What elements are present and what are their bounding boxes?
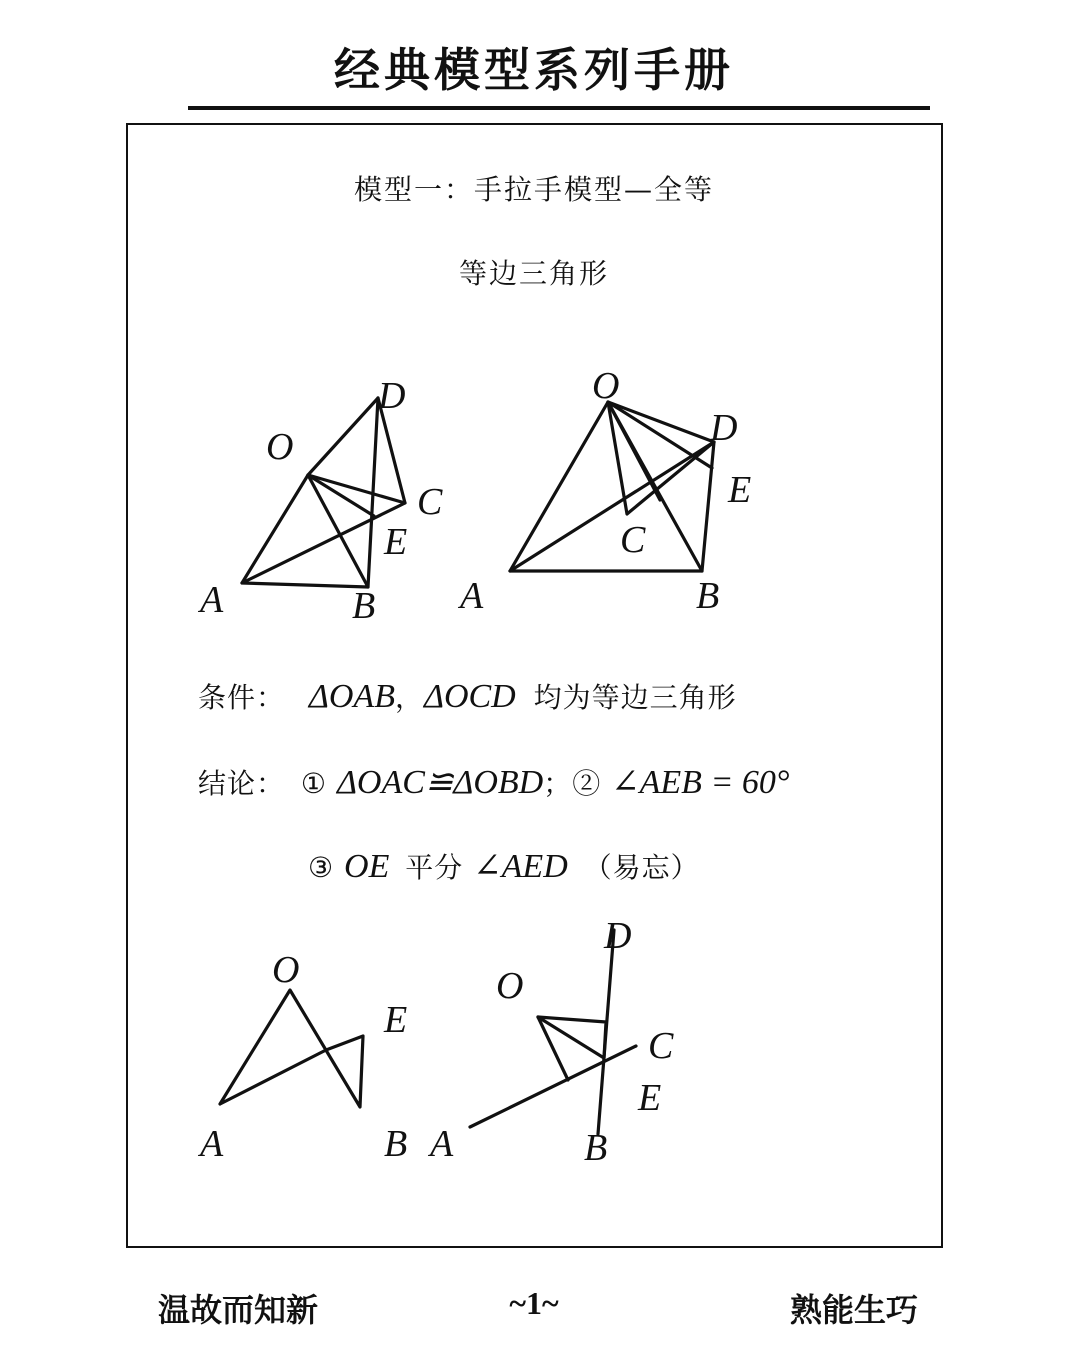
fig1-label-e: E — [384, 521, 408, 563]
fig3-label-e: E — [384, 999, 408, 1041]
fig4-label-e: E — [638, 1077, 662, 1119]
fig4-line-ac — [470, 1046, 636, 1127]
conclusion-3-segment: OE — [344, 848, 390, 885]
conclusion-2-expression: ∠AEB = 60° — [611, 764, 790, 801]
conclusion-3-number: ③ — [308, 851, 335, 884]
model-title: 模型一：手拉手模型—全等 — [353, 173, 714, 206]
fig2-label-c: C — [620, 519, 646, 561]
conclusion-3-angle: ∠AED — [473, 848, 568, 885]
conclusion-3-text: 平分 — [405, 851, 464, 884]
fig2-label-d: D — [710, 407, 738, 449]
condition-label: 条件： — [198, 681, 286, 714]
conclusion-1-number: ① — [300, 767, 328, 800]
condition-triangle-oab: ΔOAB — [308, 678, 395, 715]
footer-right-motto: 熟能生巧 — [789, 1291, 918, 1329]
conclusion-3-note: （易忘） — [583, 851, 700, 884]
conclusion-separator: ； — [543, 767, 573, 800]
fig1-label-a: A — [200, 579, 224, 621]
fig1-label-d: D — [378, 375, 406, 417]
fig1-label-b: B — [352, 585, 376, 627]
book-title: 经典模型系列手册 — [334, 43, 734, 97]
condition-separator: ， — [394, 681, 424, 714]
conclusion-1-expression: ΔOAC≌ΔOBD — [336, 764, 544, 801]
fig4-label-c: C — [648, 1025, 674, 1067]
fig4-label-d: D — [604, 915, 632, 957]
footer-left-motto: 温故而知新 — [158, 1291, 319, 1329]
fig2-label-o: O — [592, 365, 620, 407]
fig4-label-a: A — [430, 1123, 454, 1165]
fig4-label-b: B — [584, 1127, 608, 1169]
fig4-label-o: O — [496, 965, 524, 1007]
fig1-label-o: O — [266, 426, 294, 468]
fig1-label-c: C — [417, 481, 443, 523]
page-number: ~1~ — [509, 1285, 559, 1321]
fig2-label-e: E — [728, 469, 752, 511]
fig3-label-b: B — [384, 1123, 408, 1165]
fig3-label-o: O — [272, 949, 300, 991]
condition-triangle-ocd: ΔOCD — [423, 678, 516, 715]
conclusion-2-number: ② — [572, 767, 602, 800]
fig2-label-a: A — [460, 575, 484, 617]
fig3-label-a: A — [200, 1123, 224, 1165]
conclusion-label: 结论： — [198, 767, 286, 800]
condition-text: 均为等边三角形 — [533, 681, 737, 714]
section-subtitle: 等边三角形 — [458, 257, 609, 290]
fig2-label-b: B — [696, 575, 720, 617]
